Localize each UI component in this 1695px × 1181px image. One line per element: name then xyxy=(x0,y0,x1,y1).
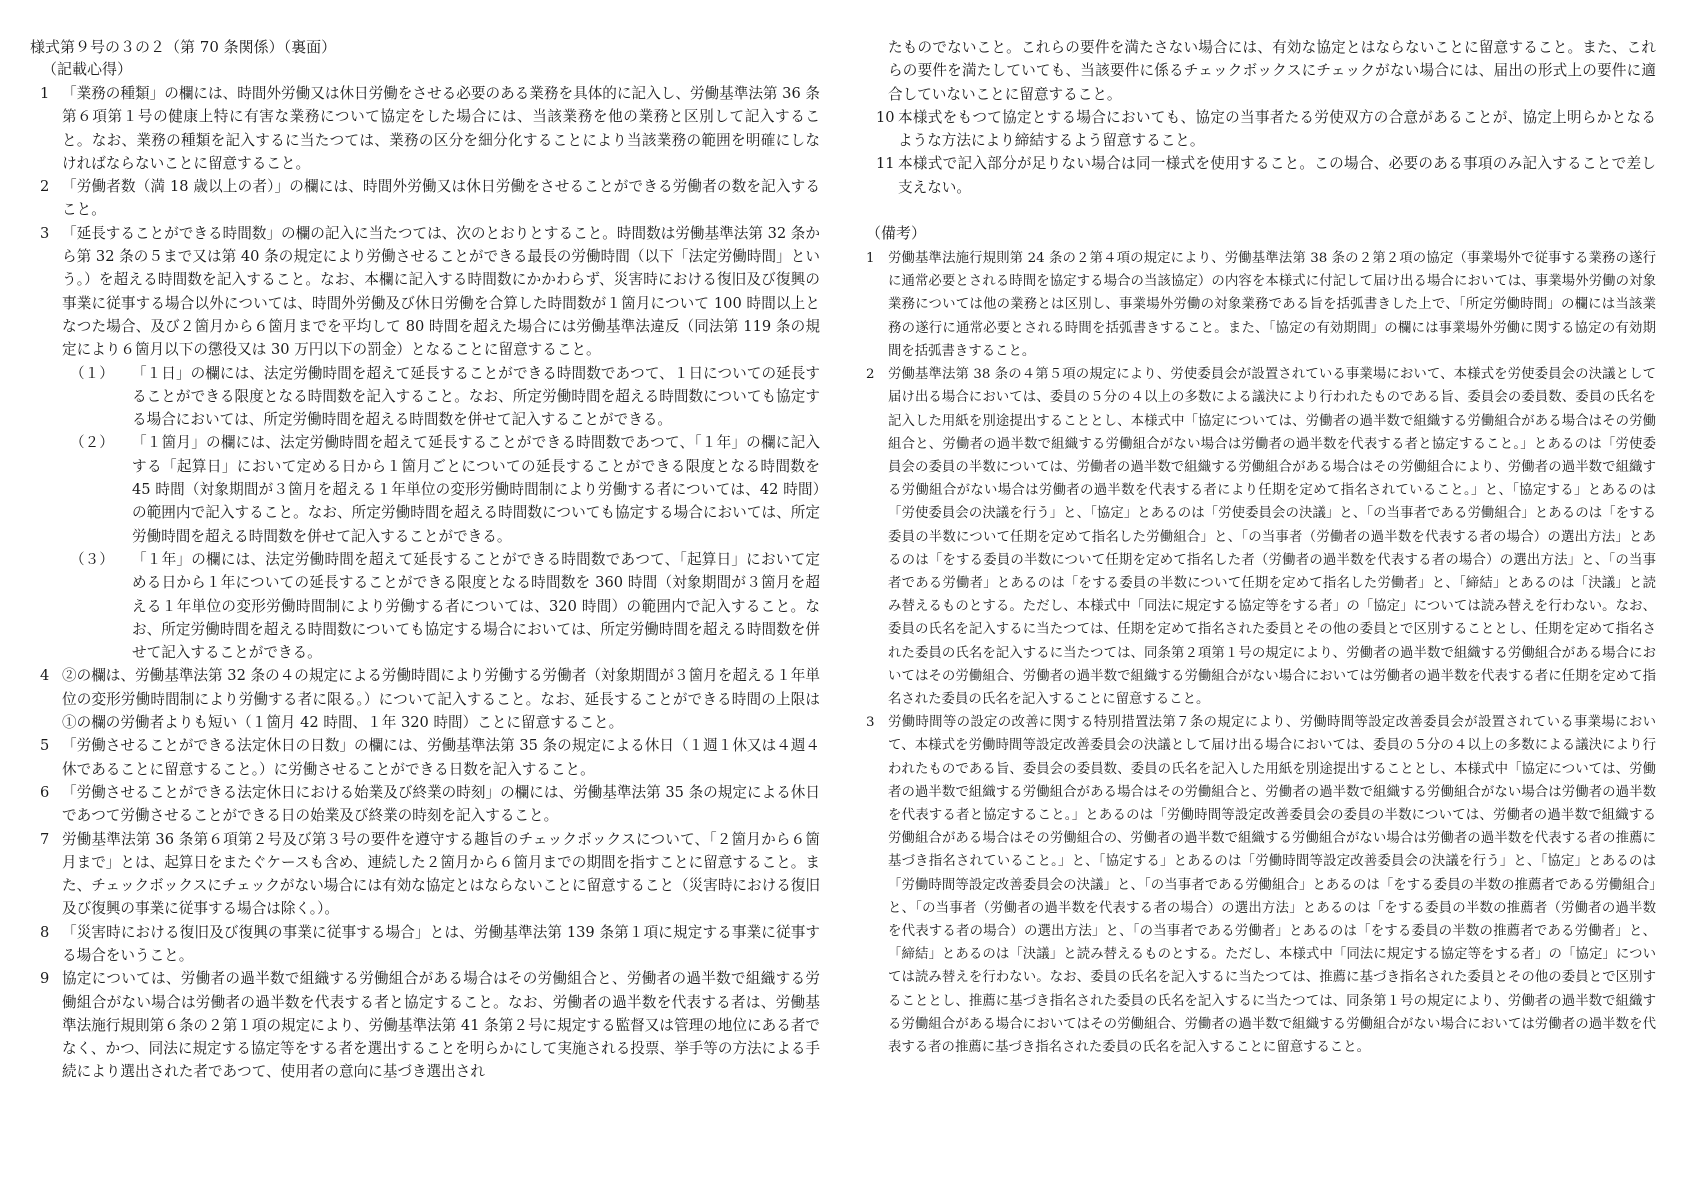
item-9-continuation: たものでないこと。これらの要件を満たさない場合には、有効な協定とはならないことに留意すること。また、これらの要件を満たしていても、当該要件に係るチェックボックスにチェックがない場合には、届出の形式上の要件に適合していないことに留意すること。 xyxy=(888,39,1656,103)
item-number: 1 xyxy=(40,85,50,102)
item-text: 「業務の種類」の欄には、時間外労働又は休日労働をさせる必要のある業務を具体的に記入し、労働基準法第 36 条第６項第１号の健康上特に有害な業務について協定をした場合には、当該業務を他の業務と区別して記入すること。なお、業務の種類を記入するに当たつては、業務の区分を細分化することにより当該業務の範囲を明確にしなければならないことに留意すること。 xyxy=(62,85,820,172)
item-number: 5 xyxy=(40,737,50,755)
right-column xyxy=(866,36,1656,1059)
left-column xyxy=(30,36,820,1084)
remark-item-1 xyxy=(866,247,1656,363)
item-text: 「労働させることができる法定休日の日数」の欄には、労働基準法第 35 条の規定による休日（１週１休又は４週４休であることに留意すること。）に労働させることができる日数を記入すること。 xyxy=(62,737,820,778)
instructions-heading: （記載心得） xyxy=(42,60,133,78)
subitem-number: （３） xyxy=(70,550,114,568)
spacer xyxy=(866,199,1656,221)
instruction-item-10 xyxy=(866,106,1656,153)
item-number: 11 xyxy=(876,155,895,173)
instruction-item-9 xyxy=(30,967,820,1083)
instruction-item-3 xyxy=(30,222,820,362)
item-text: 本様式で記入部分が足りない場合は同一様式を使用すること。この場合、必要のある事項のみ記入することで差し支えない。 xyxy=(898,155,1656,196)
instruction-item-8 xyxy=(30,921,820,968)
remark-text: 労働時間等の設定の改善に関する特別措置法第７条の規定により、労働時間等設定改善委員会が設置されている事業場において、本様式を労働時間等設定改善委員会の決議として届け出る場合においては、委員の５分の４以上の多数による議決により行われたものである旨、委員会の委員数、委員の氏名を記入した用紙を別途提出することとし、本様式中「協定については、労働者の過半数で組織する労働組合がある場合はその労働組合と、労働者の過半数で組織する労働組合がない場合は労働者の過半数を代表する者と協定すること。」とあるのは「労働時間等設定改善委員会の委員の半数については、労働者の過半数で組織する労働組合がある場合はその労働組合の、労働者の過半数で組織する労働組合がない場合は労働者の過半数を代表する者の推薦に基づき指名されていること。」と、「協定する」とあるのは「労働時間等設定改善委員会の決議を行う」と、「協定」とあるのは「労働時間等設定改善委員会の決議」と、「の当事者である労働組合」とあるのは「をする委員の半数の推薦者である労働組合」と、「の当事者（労働者の過半数を代表する者の場合）の選出方法」とあるのは「をする委員の半数の推薦者（労働者の過半数を代表する者の場合）の選出方法」と、「の当事者である労働者」とあるのは「をする委員の半数の推薦者である労働者」と、「締結」とあるのは「決議」と読み替えるものとする。ただし、本様式中「同法に規定する協定等をする者」の「協定」については読み替えを行わない。なお、委員の氏名を記入するに当たつては、推薦に基づき指名された委員とその他の委員とで区別することとし、推薦に基づき指名された委員の氏名を記入するに当たつては、同条第１号の規定により、労働者の過半数で組織する労働組合がある場合においてはその労働組合、労働者の過半数で組織する労働組合がない場合においては労働者の過半数を代表する者の推薦に基づき指名された委員の氏名を記入することに留意すること。 xyxy=(888,715,1656,1055)
instruction-item-11 xyxy=(866,152,1656,199)
subitem-number: （１） xyxy=(70,364,114,382)
instruction-subitem-3 xyxy=(30,548,820,664)
remark-item-2 xyxy=(866,363,1656,711)
form-title: 様式第９号の３の２（第 70 条関係）（裏面） xyxy=(30,38,337,56)
item-number: 8 xyxy=(40,923,50,941)
item-text: 本様式をもつて協定とする場合においても、協定の当事者たる労使双方の合意があることが、協定上明らかとなるような方法により締結するよう留意すること。 xyxy=(898,108,1656,150)
instruction-item-6 xyxy=(30,781,820,828)
item-number: 7 xyxy=(40,830,50,848)
remarks-heading: （備考） xyxy=(866,224,927,243)
item-number: 2 xyxy=(40,178,50,196)
item-text: 協定については、労働者の過半数で組織する労働組合がある場合はその労働組合と、労働者の過半数で組織する労働組合がない場合は労働者の過半数を代表する者と協定すること。なお、労働者の過半数を代表する者は、労働基準法施行規則第６条の２第１項の規定により、労働基準法第 41 条第２号に規定する監督又は管理の地位にある者でなく、かつ、同法に規定する協定等をする者を選出することを明らかにして実施される投票、挙手等の方法による手続により選出された者であつて、使用者の意向に基づき選出され xyxy=(62,970,821,1081)
instruction-item-2 xyxy=(30,175,820,222)
remark-number: 2 xyxy=(866,367,875,383)
item-number: 9 xyxy=(40,970,50,988)
remark-item-3 xyxy=(866,711,1656,1059)
instruction-item-7 xyxy=(30,828,820,921)
item-number: 10 xyxy=(876,108,895,126)
instruction-item-5 xyxy=(30,734,820,781)
subitem-number: （２） xyxy=(70,434,114,452)
subitem-text: 「１年」の欄には、法定労働時間を超えて延長することができる時間数であつて、「起算日」において定める日から１年についての延長することができる限度となる時間数を 360 時間（対象期間が３箇月を超える１年単位の変形労働時間制により労働する者については、320 時間）の範囲内で記入すること。なお、所定労働時間を超える時間数についても協定する場合においては、所定労働時間を超える時間数を併せて記入することができる。 xyxy=(132,550,820,662)
item-number: 6 xyxy=(40,783,50,801)
item-text: 「労働させることができる法定休日における始業及び終業の時刻」の欄には、労働基準法第 35 条の規定による休日であつて労働させることができる日の始業及び終業の時刻を記入すること。 xyxy=(62,783,820,825)
item-text: 労働基準法第 36 条第６項第２号及び第３号の要件を遵守する趣旨のチェックボックスについて、「２箇月から６箇月まで」とは、起算日をまたぐケースも含め、連続した２箇月から６箇月までの期間を指すことに留意すること。また、チェックボックスにチェックがない場合には有効な協定とはならないことに留意すること（災害時における復旧及び復興の事業に従事する場合は除く。）。 xyxy=(62,830,820,918)
instruction-subitem-1 xyxy=(30,362,820,432)
item-number: 3 xyxy=(40,224,50,242)
remark-text: 労働基準法第 38 条の４第５項の規定により、労使委員会が設置されている事業場において、本様式を労使委員会の決議として届け出る場合においては、委員の５分の４以上の多数による議決により行われたものである旨、委員会の委員数、委員の氏名を記入した用紙を別途提出することとし、本様式中「協定については、労働者の過半数で組織する労働組合がある場合はその労働組合と、労働者の過半数で組織する労働組合がない場合は労働者の過半数を代表する者と協定すること。」とあるのは「労使委員会の委員の半数については、労働者の過半数で組織する労働組合がある場合はその労働組合により、労働者の過半数で組織する労働組合がない場合は労働者の過半数を代表する者により任期を定めて指名されていること。」と、「協定する」とあるのは「労使委員会の決議を行う」と、「協定」とあるのは「労使委員会の決議」と、「の当事者である労働組合」とあるのは「をする委員の半数について任期を定めて指名した労働組合」と、「の当事者（労働者の過半数を代表する者の場合）の選出方法」とあるのは「をする委員の半数について任期を定めて指名した者（労働者の過半数を代表する者の場合）の選出方法」と、「の当事者である労働者」とあるのは「をする委員の半数について任期を定めて指名した労働者」と、「締結」とあるのは「決議」と読み替えるものとする。ただし、本様式中「同法に規定する協定等をする者」の「協定」については読み替えを行わない。なお、委員の氏名を記入するに当たつては、任期を定めて指名された委員とその他の委員とで区別することとし、任期を定めて指名された委員の氏名を記入するに当たつては、同条第２項第１号の規定により、労働者の過半数で組織する労働組合がある場合においてはその労働組合、労働者の過半数で組織する労働組合がない場合においては労働者の過半数を代表する者に任期を定めて指名された委員の氏名を記入することに留意すること。 xyxy=(888,367,1656,707)
item-text: 「災害時における復旧及び復興の事業に従事する場合」とは、労働基準法第 139 条第１項に規定する事業に従事する場合をいうこと。 xyxy=(62,923,820,964)
instruction-item-4 xyxy=(30,664,820,734)
item-text: ②の欄は、労働基準法第 32 条の４の規定による労働時間により労働する労働者（対象期間が３箇月を超える１年単位の変形労働時間制により労働する者に限る。）について記入すること。なお、延長することができる時間の上限は①の欄の労働者よりも短い（１箇月 42 時間、１年 320 時間）ことに留意すること。 xyxy=(62,667,820,732)
remark-number: 1 xyxy=(866,251,875,267)
remark-number: 3 xyxy=(866,715,875,731)
instruction-item-1 xyxy=(30,82,820,175)
item-text: 「労働者数（満 18 歳以上の者）」の欄には、時間外労働又は休日労働をさせることができる労働者の数を記入すること。 xyxy=(62,178,820,219)
remark-text: 労働基準法施行規則第 24 条の２第４項の規定により、労働基準法第 38 条の２第２項の協定（事業場外で従事する業務の遂行に通常必要とされる時間を協定する場合の当該協定）の内容を本様式に付記して届け出る場合においては、事業場外労働の対象業務については他の業務とは区別し、事業場外労働の対象業務である旨を括弧書きした上で、「所定労働時間」の欄には当該業務の遂行に通常必要とされる時間を括弧書きすること。また、「協定の有効期間」の欄には事業場外労働に関する協定の有効期間を括弧書きすること。 xyxy=(888,251,1656,359)
item-number: 4 xyxy=(40,667,50,685)
instruction-subitem-2 xyxy=(30,431,820,547)
subitem-text: 「１日」の欄には、法定労働時間を超えて延長することができる時間数であつて、１日についての延長することができる限度となる時間数を記入すること。なお、所定労働時間を超える時間数についても協定する場合においては、所定労働時間を超える時間数を併せて記入することができる。 xyxy=(132,364,820,429)
subitem-text: 「１箇月」の欄には、法定労働時間を超えて延長することができる時間数であつて、「１年」の欄に記入する「起算日」において定める日から１箇月ごとについての延長することができる限度となる時間数を 45 時間（対象期間が３箇月を超える１年単位の変形労働時間制により労働する者については、42 時間）の範囲内で記入すること。なお、所定労働時間を超える時間数についても協定する場合においては、所定労働時間を超える時間数を併せて記入することができる。 xyxy=(132,434,820,545)
item-text: 「延長することができる時間数」の欄の記入に当たつては、次のとおりとすること。時間数は労働基準法第 32 条から第 32 条の５まで又は第 40 条の規定により労働させることができる最長の労働時間（以下「法定労働時間」という。）を超える時間数を記入すること。なお、本欄に記入する時間数にかかわらず、災害時における復旧及び復興の事業に従事する場合以外については、時間外労働及び休日労働を合算した時間数が１箇月について 100 時間以上となつた場合、及び２箇月から６箇月までを平均して 80 時間を超えた場合には労働基準法違反（同法第 119 条の規定により６箇月以下の懲役又は 30 万円以下の罰金）となることに留意すること。 xyxy=(62,224,820,359)
